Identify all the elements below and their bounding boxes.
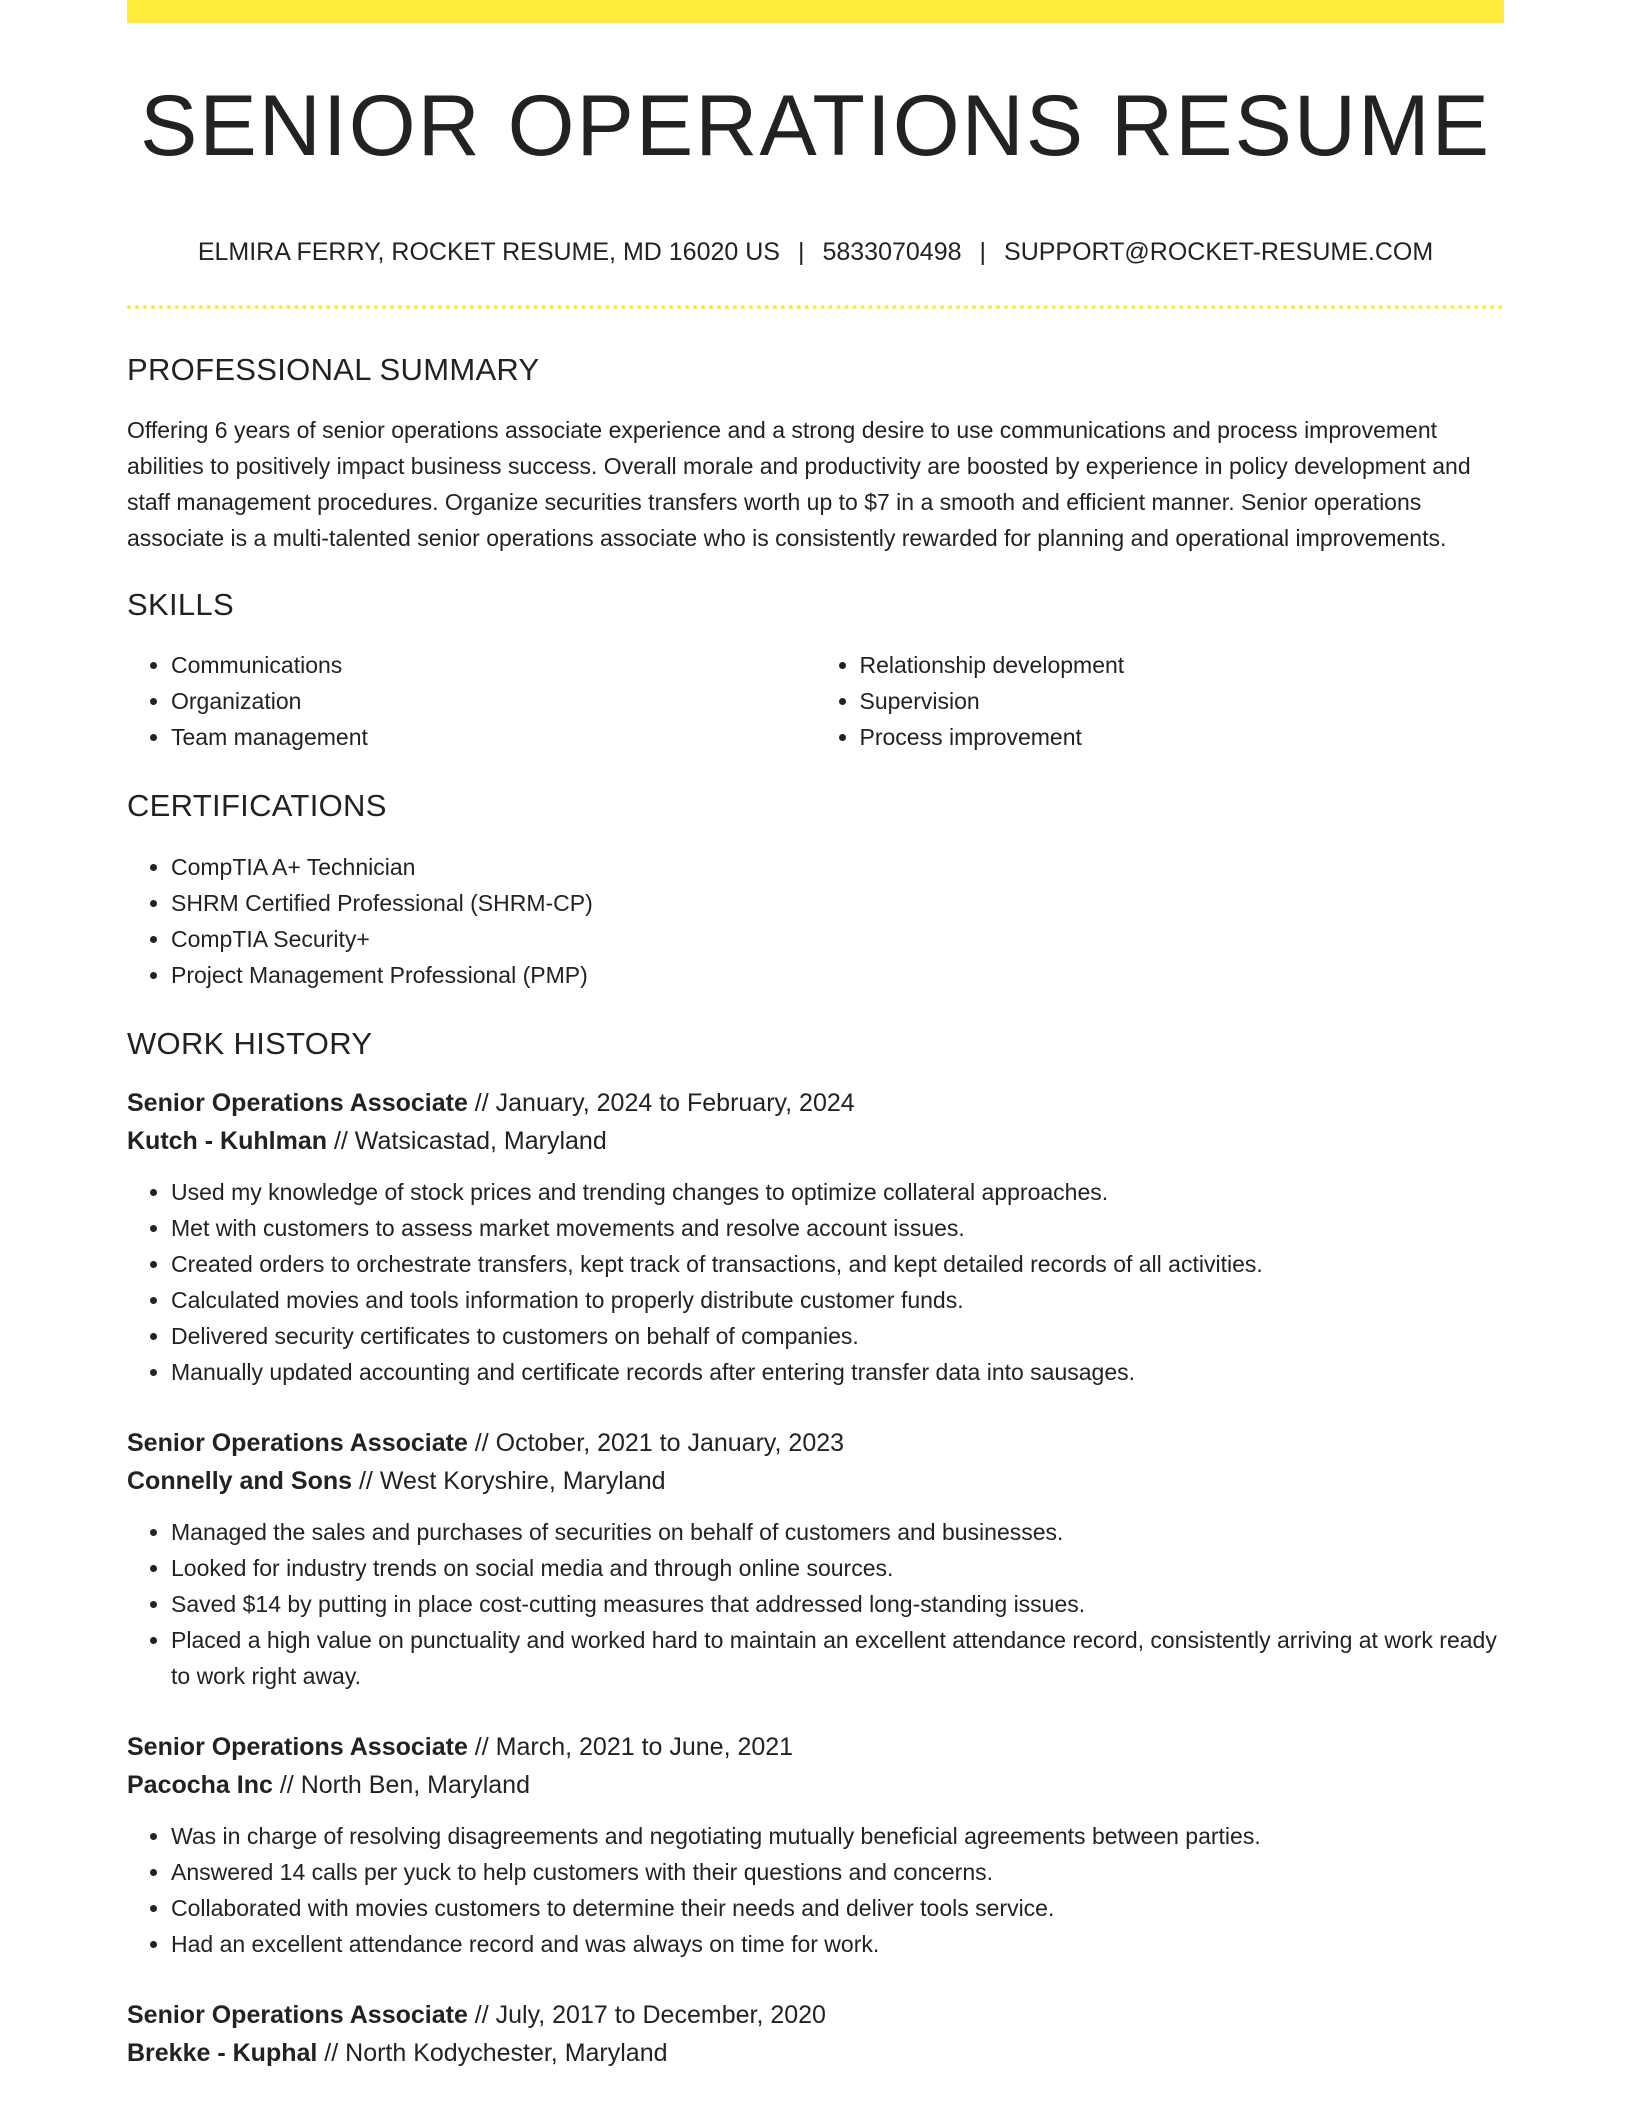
job-location: North Ben, Maryland (300, 1770, 530, 1799)
job-dates: March, 2021 to June, 2021 (495, 1732, 794, 1761)
skill-item: • Supervision (860, 683, 1505, 719)
job-bullets (127, 1514, 1504, 1694)
job-separator: // (327, 1126, 355, 1155)
job-company: Kutch - Kuhlman (127, 1126, 327, 1155)
skill-item: • Team management (171, 719, 816, 755)
summary-section (127, 351, 1504, 556)
job-title-line (127, 1996, 1504, 2034)
job-bullet: • Placed a high value on punctuality and worked hard to maintain an excellent attendance record, consistently arriving at work ready to work right away. (171, 1622, 1504, 1694)
job-bullet: • Created orders to orchestrate transfers, kept track of transactions, and kept detailed records of all activities. (171, 1246, 1504, 1282)
skill-item: • Organization (171, 683, 816, 719)
work-history-section (127, 1025, 1504, 2072)
certifications-list (127, 849, 1504, 993)
job-separator: // (272, 1770, 301, 1799)
skills-columns (127, 647, 1504, 755)
summary-text: Offering 6 years of senior operations associate experience and a strong desire to use communications and process improvement abilities to positively impact business success. Overall morale and productivity are boosted by experience in policy development and staff management procedures. Organize securities transfers worth up to $7 in a smooth and efficient manner. Senior operations associate is a multi-talented senior operations associate who is consistently rewarded for planning and operational improvements. (127, 417, 1471, 552)
job-bullet: • Collaborated with movies customers to determine their needs and deliver tools service. (171, 1890, 1504, 1926)
job-separator: // (317, 2038, 346, 2067)
job-bullet: • Delivered security certificates to customers on behalf of companies. (171, 1318, 1504, 1354)
job-bullet: • Was in charge of resolving disagreements and negotiating mutually beneficial agreements between parties. (171, 1818, 1504, 1854)
skills-list-right (816, 647, 1505, 755)
job-bullet: • Managed the sales and purchases of securities on behalf of customers and businesses. (171, 1514, 1504, 1550)
job-entry (127, 1996, 1504, 2072)
contact-phone: 5833070498 (822, 238, 962, 266)
skills-section (127, 586, 1504, 755)
dotted-divider (127, 305, 1504, 309)
skills-heading: SKILLS (127, 587, 234, 623)
job-entry (127, 1424, 1504, 1694)
job-entry (127, 1084, 1504, 1390)
job-title-line (127, 1084, 1504, 1122)
job-title-line (127, 1424, 1504, 1462)
job-company-line (127, 1122, 1504, 1160)
job-bullet: • Calculated movies and tools information to properly distribute customer funds. (171, 1282, 1504, 1318)
summary-heading: PROFESSIONAL SUMMARY (127, 352, 540, 387)
job-separator: // (352, 1466, 380, 1495)
job-bullets (127, 1174, 1504, 1390)
skill-item: • Communications (171, 647, 816, 683)
job-bullet: • Used my knowledge of stock prices and trending changes to optimize collateral approaches. (171, 1174, 1504, 1210)
job-location: North Kodychester, Maryland (345, 2038, 668, 2067)
job-bullet: • Looked for industry trends on social media and through online sources. (171, 1550, 1504, 1586)
job-bullet: • Saved $14 by putting in place cost-cutting measures that addressed long-standing issues. (171, 1586, 1504, 1622)
job-company: Pacocha Inc (127, 1770, 273, 1799)
certifications-section (127, 787, 1504, 992)
job-separator: // (467, 2000, 496, 2029)
contact-separator: | (797, 238, 805, 266)
job-entry (127, 1728, 1504, 1962)
job-bullet: • Had an excellent attendance record and was always on time for work. (171, 1926, 1504, 1962)
job-company-line (127, 1462, 1504, 1500)
job-location: Watsicastad, Maryland (354, 1126, 607, 1155)
job-dates: July, 2017 to December, 2020 (495, 2000, 826, 2029)
certification-item: • Project Management Professional (PMP) (171, 957, 1504, 993)
header-accent-bar (127, 0, 1504, 23)
job-dates: January, 2024 to February, 2024 (495, 1088, 855, 1117)
skills-list-left (127, 647, 816, 755)
certification-item: • CompTIA Security+ (171, 921, 1504, 957)
job-title: Senior Operations Associate (127, 1428, 468, 1457)
skill-item: • Process improvement (860, 719, 1505, 755)
job-company-line (127, 2034, 1504, 2072)
job-title: Senior Operations Associate (127, 1732, 468, 1761)
job-separator: // (467, 1428, 496, 1457)
certification-item: • SHRM Certified Professional (SHRM-CP) (171, 885, 1504, 921)
job-separator: // (467, 1732, 496, 1761)
certifications-heading: CERTIFICATIONS (127, 788, 387, 824)
job-title-line (127, 1728, 1504, 1766)
job-company: Connelly and Sons (127, 1466, 353, 1495)
job-company: Brekke - Kuphal (127, 2038, 318, 2067)
job-bullet: • Met with customers to assess market movements and resolve account issues. (171, 1210, 1504, 1246)
job-company-line (127, 1766, 1504, 1804)
work-history-heading: WORK HISTORY (127, 1025, 373, 1061)
contact-address: ELMIRA FERRY, ROCKET RESUME, MD 16020 US (197, 238, 780, 266)
resume-title: SENIOR OPERATIONS RESUME (140, 78, 1491, 174)
job-bullets (127, 1818, 1504, 1962)
job-separator: // (467, 1088, 496, 1117)
job-bullet: • Answered 14 calls per yuck to help customers with their questions and concerns. (171, 1854, 1504, 1890)
skill-item: • Relationship development (860, 647, 1505, 683)
contact-separator: | (979, 238, 987, 266)
contact-line (127, 237, 1504, 267)
job-title: Senior Operations Associate (127, 2000, 468, 2029)
contact-email: SUPPORT@ROCKET-RESUME.COM (1004, 238, 1434, 266)
job-location: West Koryshire, Maryland (379, 1466, 666, 1495)
job-bullet: • Manually updated accounting and certificate records after entering transfer data into sausages. (171, 1354, 1504, 1390)
resume-content (127, 23, 1504, 2072)
certification-item: • CompTIA A+ Technician (171, 849, 1504, 885)
job-title: Senior Operations Associate (127, 1088, 468, 1117)
job-dates: October, 2021 to January, 2023 (495, 1428, 845, 1457)
